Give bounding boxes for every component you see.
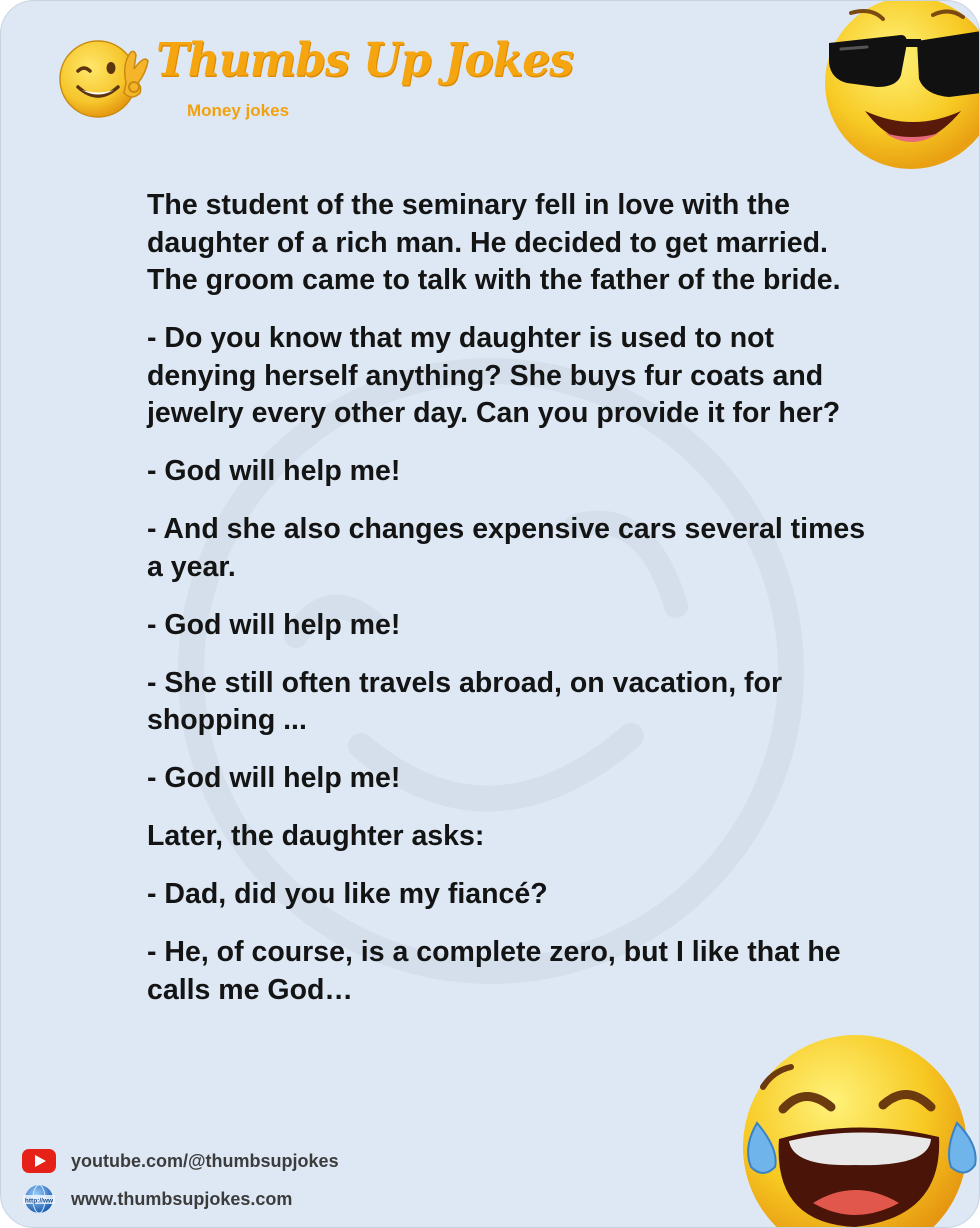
joke-paragraph: - Dad, did you like my fiancé? — [147, 878, 548, 910]
brand-title: Thumbs Up Jokes — [156, 33, 574, 88]
joke-text — [147, 187, 872, 1030]
website-url[interactable]: www.thumbsupjokes.com — [71, 1188, 293, 1209]
joke-paragraph: - God will help me! — [147, 762, 401, 794]
website-link[interactable] — [21, 1186, 292, 1212]
joke-paragraph: The student of the seminary fell in love with the daughter of a rich man. He decided to get married. The groom came to talk with the father of the bride. — [147, 189, 841, 296]
joke-paragraph: - She still often travels abroad, on vacation, for shopping ... — [147, 666, 783, 736]
youtube-icon — [21, 1148, 57, 1174]
globe-icon — [21, 1186, 57, 1212]
youtube-link[interactable] — [21, 1148, 339, 1174]
joke-paragraph: - And she also changes expensive cars several times a year. — [147, 513, 866, 583]
tears-of-joy-icon — [743, 1027, 980, 1228]
joke-paragraph: - Do you know that my daughter is used to not denying herself anything? She buys fur coats and jewelry every other day. Can you provide it for her? — [147, 322, 841, 429]
joke-paragraph: Later, the daughter asks: — [147, 820, 485, 852]
sunglasses-smiley-icon — [821, 1, 980, 171]
joke-paragraph: - He, of course, is a complete zero, but I like that he calls me God… — [147, 936, 841, 1006]
brand-subtitle: Money jokes — [187, 101, 290, 120]
globe-icon-label: http://ww — [24, 1197, 54, 1205]
youtube-url[interactable]: youtube.com/@thumbsupjokes — [71, 1150, 339, 1171]
joke-paragraph: - God will help me! — [147, 455, 401, 487]
joke-paragraph: - God will help me! — [147, 608, 401, 641]
ok-hand-smiley-icon — [56, 35, 152, 119]
